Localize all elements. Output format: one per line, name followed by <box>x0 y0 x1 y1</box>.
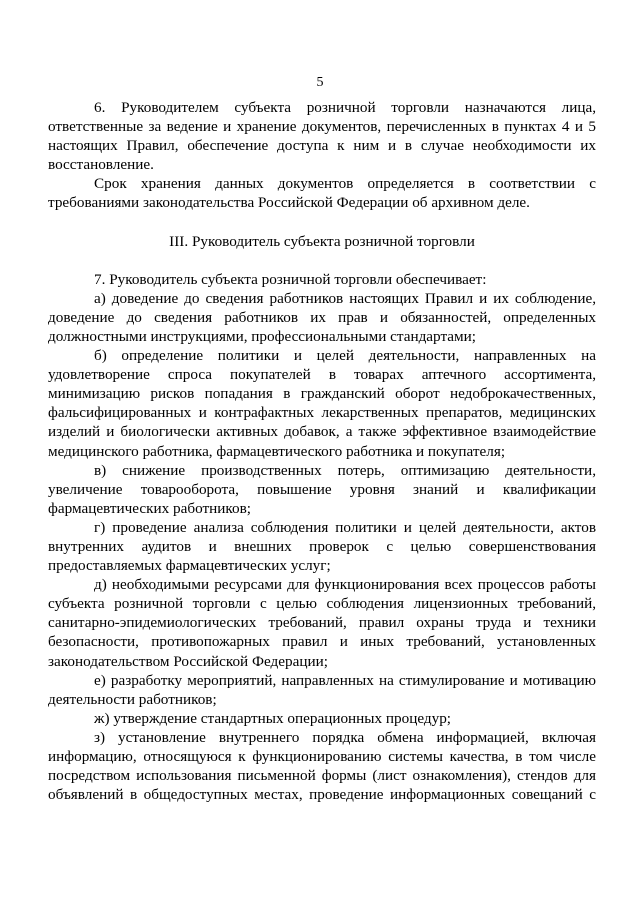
text-line: субъекта розничной торговли с целью соблюдения лицензионных требований, <box>48 595 596 613</box>
text-line: 6. Руководителем субъекта розничной торговли назначаются лица, <box>94 99 596 116</box>
text-line: минимизацию рисков попадания в гражданский оборот недоброкачественных, <box>48 385 596 403</box>
text-line: увеличение товарооборота, повышение уровня знаний и квалификации <box>48 480 596 498</box>
text-line: г) проведение анализа соблюдения политики и целей деятельности, актов <box>94 518 596 536</box>
paragraph-7d <box>48 575 596 670</box>
text-line: медицинского работника, фармацевтического работника и покупателя; <box>48 442 506 460</box>
page-number: 5 <box>316 75 324 90</box>
text-line: а) доведение до сведения работников настоящих Правил и их соблюдение, <box>94 289 596 307</box>
text-line: д) необходимыми ресурсами для функционирования всех процессов работы <box>94 576 596 594</box>
text-line: изделий и биологически активных добавок, а также эффективное взаимодействие <box>48 423 596 441</box>
text-line: доведение до сведения работников их прав и обязанностей, определенных <box>48 308 596 326</box>
paragraph-7g <box>48 518 596 575</box>
text-line: в) снижение производственных потерь, оптимизацию деятельности, <box>94 461 596 479</box>
text-line: фармацевтических работников; <box>48 499 251 517</box>
text-line: посредством использования письменной формы (лист ознакомления), стендов для <box>48 767 596 785</box>
text-line: фальсифицированных и контрафактных лекарственных препаратов, медицинских <box>48 404 596 422</box>
text-line: требованиями законодательства Российской Федерации об архивном деле. <box>48 194 530 212</box>
text-line: е) разработку мероприятий, направленных на стимулирование и мотивацию <box>94 671 596 689</box>
paragraph-7b <box>48 346 596 461</box>
text-line: Срок хранения данных документов определяется в соответствии с <box>94 175 596 193</box>
text-line: настоящих Правил, обеспечение доступа к ним и в случае необходимости их <box>48 137 596 155</box>
section-heading: III. Руководитель субъекта розничной торговли <box>169 232 475 250</box>
text-line: б) определение политики и целей деятельности, направленных на <box>94 347 596 365</box>
paragraph-6 <box>48 98 596 174</box>
paragraph-7v <box>48 461 596 518</box>
text-line: санитарно-эпидемиологических требований, правил охраны труда и техники <box>48 614 596 632</box>
text-line: законодательством Российской Федерации; <box>48 652 328 670</box>
text-line: должностными инструкциями, профессиональными стандартами; <box>48 327 476 345</box>
text-line: восстановление. <box>48 156 154 174</box>
text-line: внутренних аудитов и внешних проверок с целью совершенствования <box>48 537 596 555</box>
text-line: деятельности работников; <box>48 690 217 708</box>
text-line: ответственные за ведение и хранение документов, перечисленных в пунктах 4 и 5 <box>48 118 596 136</box>
paragraph-7e <box>48 671 596 709</box>
text-line: информацию, относящуюся к функционированию системы качества, в том числе <box>48 748 596 765</box>
text-line: 7. Руководитель субъекта розничной торговли обеспечивает: <box>94 270 487 288</box>
text-line: ж) утверждение стандартных операционных процедур; <box>94 709 452 727</box>
paragraph-7 <box>94 270 596 289</box>
text-line: предоставляемых фармацевтических услуг; <box>48 557 331 575</box>
paragraph-7a <box>48 289 596 346</box>
paragraph-7zh <box>94 709 596 728</box>
paragraph-6-storage <box>48 174 596 212</box>
paragraph-7z <box>48 728 596 804</box>
text-line: з) установление внутреннего порядка обмена информацией, включая <box>94 728 596 746</box>
text-line: удовлетворение спроса покупателей в товарах аптечного ассортимента, <box>48 366 596 384</box>
document-body <box>48 98 596 804</box>
text-line: безопасности, противопожарных правил и иных требований, установленных <box>48 633 596 651</box>
text-line: объявлений в общедоступных местах, проведение информационных совещаний с <box>48 786 596 804</box>
